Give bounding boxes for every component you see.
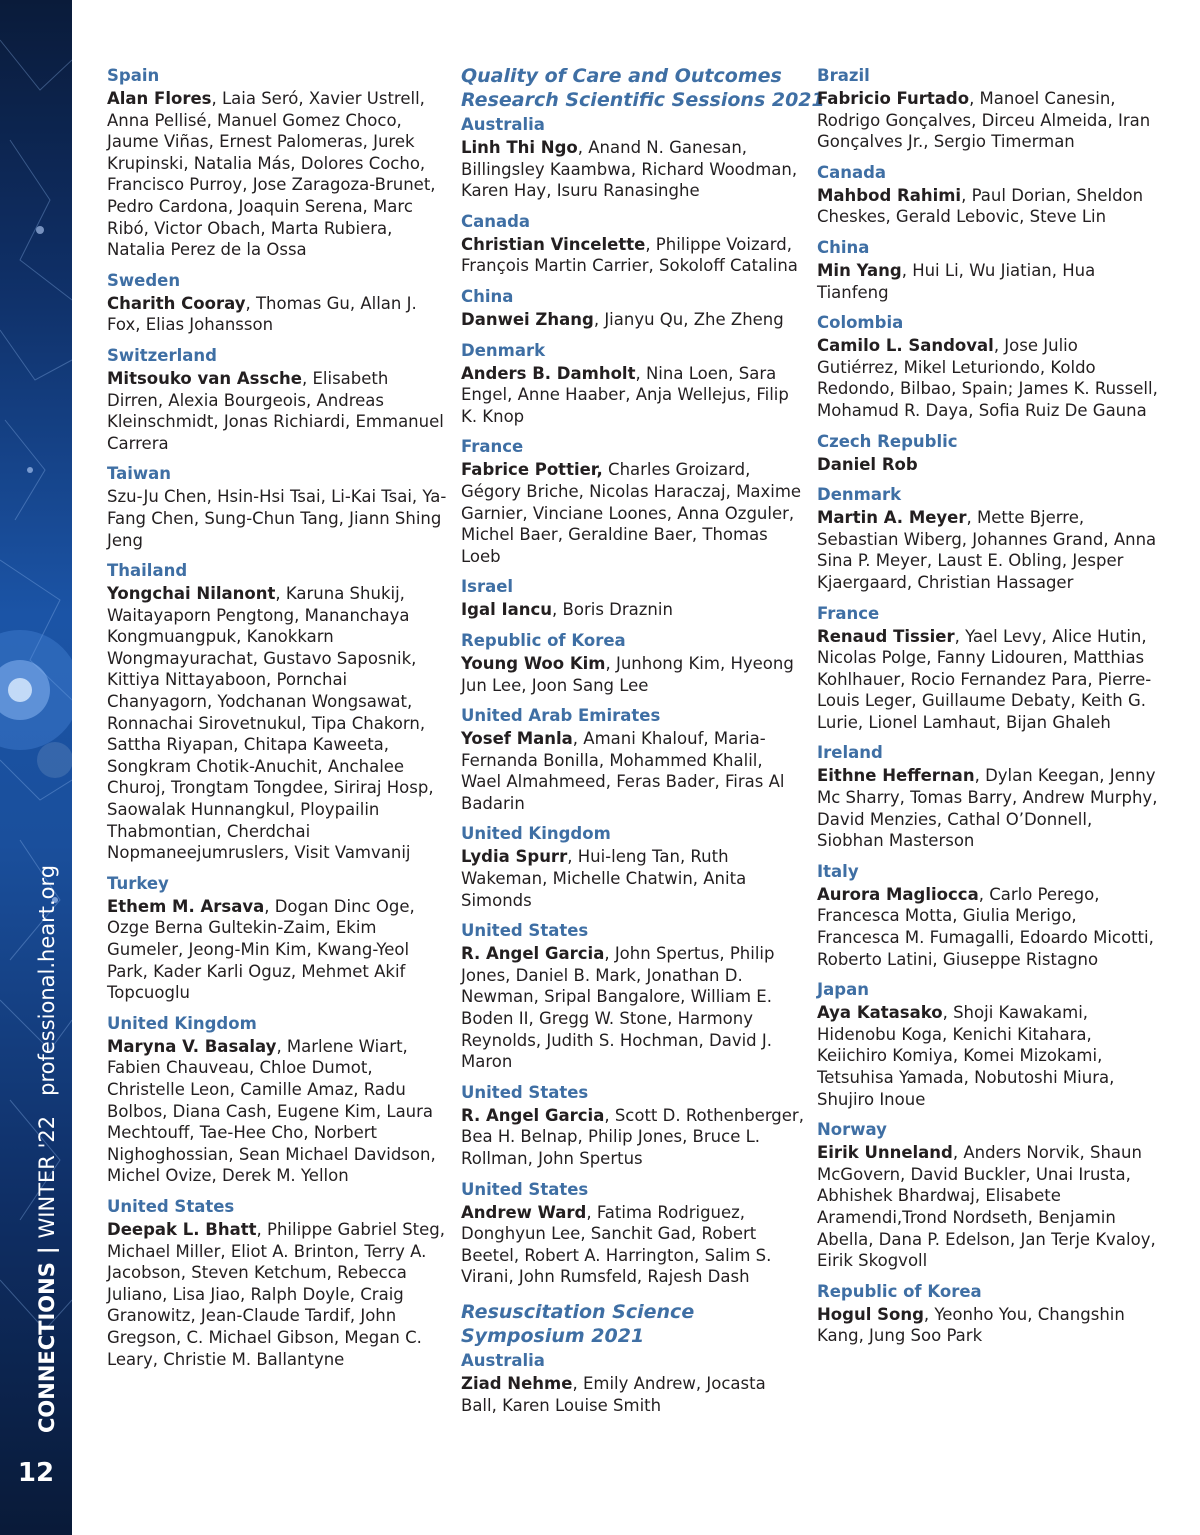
author-list [107, 88, 449, 261]
country-heading: China [461, 286, 514, 306]
country-heading: Republic of Korea [461, 630, 626, 650]
co-authors: , Dylan Keegan, Jenny Mc Sharry, Tomas Barry, Andrew Murphy, David Menzies, Cathal O’Donnell, Siobhan Masterson [817, 766, 1158, 851]
country-entry [461, 629, 806, 696]
country-entry [107, 559, 449, 864]
lead-author: Ziad Nehme [461, 1373, 573, 1393]
co-authors: , Emily Andrew, Jocasta Ball, Karen Louise Smith [461, 1373, 766, 1415]
country-heading: Brazil [817, 66, 870, 85]
lead-author: Lydia Spurr [461, 847, 568, 867]
lead-author: Andrew Ward [461, 1202, 587, 1222]
author-list [461, 846, 806, 911]
footer-separator: | [35, 1246, 59, 1255]
country-heading: Switzerland [107, 345, 217, 365]
lead-author: Yongchai Nilanont [107, 584, 276, 604]
country-heading: Denmark [817, 485, 902, 505]
country-entry [461, 575, 806, 621]
sidebar [0, 0, 72, 1535]
country-entry [461, 339, 806, 428]
lead-author: Aya Katasako [817, 1003, 943, 1023]
co-authors: , Fatima Rodriguez, Donghyun Lee, Sanchit Gad, Robert Beetel, Robert A. Harrington, Salim S. Virani, John Rumsfeld, Rajesh Dash [461, 1202, 772, 1287]
lead-author: R. Angel Garcia [461, 1105, 605, 1125]
country-entry [107, 269, 449, 336]
author-list [461, 943, 806, 1073]
author-list [461, 363, 806, 428]
country-entry [817, 236, 1162, 303]
country-heading: Denmark [461, 340, 546, 360]
co-authors: , Anand N. Ganesan, Billingsley Kaambwa, Richard Woodman, Karen Hay, Isuru Ranasinghe [461, 138, 798, 201]
author-list [817, 626, 1162, 734]
country-heading: China [817, 237, 870, 257]
lead-author: Maryna V. Basalay [107, 1036, 277, 1056]
country-entry [461, 704, 806, 814]
country-heading: United States [461, 1179, 589, 1199]
country-entry [461, 1081, 806, 1170]
country-entry [107, 344, 449, 454]
co-authors: , Dogan Dinc Oge, Ozge Berna Gultekin-Zaim, Ekim Gumeler, Jeong-Min Kim, Kwang-Yeol Park, Kader Karli Oguz, Mehmet Akif Topcuoglu [107, 896, 415, 1003]
author-list [817, 507, 1162, 593]
country-entry [817, 430, 1162, 476]
country-entry [817, 483, 1162, 593]
country-entry [817, 311, 1162, 421]
country-heading: Sweden [107, 270, 181, 290]
author-list [817, 454, 1162, 476]
lead-author: Eithne Heffernan [817, 766, 975, 786]
co-authors: , Karuna Shukij, Waitayaporn Pengtong, Mananchaya Kongmuangpuk, Kanokkarn Wongmayurachat, Gustavo Saposnik, Kittiya Nittayaboon, Pornchai Chanyagorn, Yodchanan Wongsawat, Ronnachai Sirovetnukul, Tipa Chakorn, Sattha Riyapan, Chitapa Kaweeta, Songkram Chotik-Anuchit, Anchalee Churoj, Trongtam Tongdee, Siriraj Hosp, Saowalak Hunnangkul, Ploypailin Thabmontian, Cherdchai Nopmaneejumruslers, Visit Vamvanij [107, 584, 434, 863]
country-entry [461, 113, 806, 202]
co-authors: , Manoel Canesin, Rodrigo Gonçalves, Dirceu Almeida, Iran Gonçalves Jr., Sergio Timerman [817, 89, 1151, 152]
running-footer [34, 865, 60, 1433]
author-list [817, 1002, 1162, 1110]
country-entry [817, 64, 1162, 153]
country-entry [817, 1118, 1162, 1272]
website-link[interactable]: professional.heart.org [35, 864, 59, 1096]
lead-author: Renaud Tissier [817, 626, 955, 646]
country-heading: Israel [461, 577, 514, 597]
lead-author: Danwei Zhang [461, 309, 594, 329]
country-heading: United Arab Emirates [461, 706, 661, 726]
column-1 [107, 64, 449, 1378]
author-list [817, 260, 1162, 303]
country-heading: United States [107, 1196, 235, 1216]
lead-author: Linh Thi Ngo [461, 138, 578, 157]
country-heading: United Kingdom [461, 824, 611, 844]
column-3 [817, 64, 1162, 1355]
author-list [107, 896, 449, 1004]
author-list [461, 1202, 806, 1288]
co-authors: , Paul Dorian, Sheldon Cheskes, Gerald Lebovic, Steve Lin [817, 185, 1144, 227]
lead-author: Camilo L. Sandoval [817, 336, 994, 356]
lead-author: Min Yang [817, 260, 902, 280]
lead-author: Mahbod Rahimi [817, 185, 962, 205]
lead-author: Fabrice Pottier, [461, 460, 603, 480]
author-list [461, 1105, 806, 1170]
country-entry [107, 872, 449, 1004]
country-entry [107, 462, 449, 551]
country-heading: United States [461, 1082, 589, 1102]
author-list [461, 234, 806, 277]
co-authors: Charles Groizard, Gégory Briche, Nicolas Haraczaj, Maxime Garnier, Vinciane Loones, Anna Ozguler, Michel Baer, Geraldine Baer, Thomas Loeb [461, 460, 802, 566]
co-authors: , Yeonho You, Changshin Kang, Jung Soo Park [817, 1304, 1125, 1346]
co-authors: , Anders Norvik, Shaun McGovern, David Buckler, Unai Irusta, Abhishek Bhardwaj, Elisabete Aramendi,Trond Nordseth, Benjamin Abella, Dana P. Edelson, Jan Terje Kvaloy, Eirik Skogvoll [817, 1143, 1156, 1271]
lead-author: Daniel Rob [817, 454, 918, 474]
co-authors: , Nina Loen, Sara Engel, Anne Haaber, Anja Wellejus, Filip K. Knop [461, 363, 789, 426]
lead-author: Fabricio Furtado [817, 89, 970, 108]
country-entry [461, 919, 806, 1073]
country-entry [817, 741, 1162, 851]
author-list [461, 653, 806, 696]
country-heading: France [817, 603, 880, 623]
co-authors: , Carlo Perego, Francesca Motta, Giulia Merigo, Francesca M. Fumagalli, Edoardo Micotti, Roberto Latini, Giuseppe Ristagno [817, 884, 1154, 969]
country-entry [461, 1349, 806, 1416]
co-authors: , Boris Draznin [552, 600, 673, 620]
country-entry [461, 822, 806, 911]
author-list [107, 583, 449, 864]
country-entry [461, 285, 806, 331]
co-authors: , Jianyu Qu, Zhe Zheng [593, 309, 784, 329]
author-list [817, 1304, 1162, 1347]
co-authors: , Shoji Kawakami, Hidenobu Koga, Kenichi Kitahara, Keiichiro Komiya, Komei Mizokami, Tetsuhisa Yamada, Nobutoshi Miura, Shujiro Inoue [817, 1003, 1115, 1109]
co-authors: , Amani Khalouf, Maria-Fernanda Bonilla, Mohammed Khalil, Wael Almahmeed, Feras Bader, Firas Al Badarin [461, 729, 785, 813]
country-entry [461, 1178, 806, 1288]
country-heading: United States [461, 921, 589, 941]
author-list [461, 599, 806, 621]
co-authors: , Yael Levy, Alice Hutin, Nicolas Polge, Fanny Lidouren, Matthias Kohlhauer, Rocio Fernandez Para, Pierre-Louis Leger, Guillaume Debaty, Keith G. Lurie, Lionel Lamhaut, Bijan Ghaleh [817, 626, 1152, 732]
lead-author: R. Angel Garcia [461, 944, 605, 964]
co-authors: , Hui-leng Tan, Ruth Wakeman, Michelle Chatwin, Anita Simonds [461, 847, 747, 910]
country-entry [817, 161, 1162, 228]
author-list [817, 185, 1162, 228]
country-heading: United Kingdom [107, 1013, 257, 1033]
lead-author: Igal Iancu [461, 600, 553, 620]
issue-label: WINTER '22 [35, 1115, 59, 1239]
country-entry [817, 1280, 1162, 1347]
country-heading: Norway [817, 1120, 887, 1140]
lead-author: Yosef Manla [461, 729, 573, 749]
co-authors: , Marlene Wiart, Fabien Chauveau, Chloe Dumot, Christelle Leon, Camille Amaz, Radu Bolbos, Diana Cash, Eugene Kim, Laura Mechtouff, Tae-Hee Cho, Norbert Nighoghossian, Sean Michael Davidson, Michel Ovize, Derek M. Yellon [107, 1036, 436, 1186]
country-heading: Ireland [817, 743, 883, 763]
co-authors: , Scott D. Rothenberger, Bea H. Belnap, Philip Jones, Bruce L. Rollman, John Spertus [461, 1105, 804, 1168]
event-title-resuscitation [461, 1300, 806, 1348]
lead-author: Alan Flores [107, 89, 212, 108]
country-entry [107, 1012, 449, 1187]
author-list [461, 309, 806, 331]
author-list [461, 728, 806, 814]
co-authors: , Hui Li, Wu Jiatian, Hua Tianfeng [817, 260, 1096, 302]
co-authors: Szu-Ju Chen, Hsin-Hsi Tsai, Li-Kai Tsai, Ya-Fang Chen, Sung-Chun Tang, Jiann Shing Jeng [107, 487, 447, 550]
country-entry [107, 1195, 449, 1370]
lead-author: Anders B. Damholt [461, 363, 636, 383]
country-entry [461, 435, 806, 567]
country-heading: Canada [461, 211, 531, 231]
author-list [817, 335, 1162, 421]
author-list [817, 1142, 1162, 1272]
country-heading: Australia [461, 115, 545, 134]
lead-author: Young Woo Kim [461, 653, 606, 673]
event-title-quality-of-care [461, 64, 825, 112]
country-heading: Republic of Korea [817, 1281, 982, 1301]
event-title-line: Research Scientific Sessions 2021 [461, 89, 825, 111]
author-list [107, 486, 449, 551]
co-authors: , Junhong Kim, Hyeong Jun Lee, Joon Sang Lee [461, 653, 794, 695]
co-authors: , Thomas Gu, Allan J. Fox, Elias Johansson [107, 293, 417, 335]
lead-author: Charith Cooray [107, 293, 246, 313]
lead-author: Aurora Magliocca [817, 884, 979, 904]
author-list [461, 137, 806, 202]
country-heading: Taiwan [107, 464, 172, 484]
co-authors: , John Spertus, Philip Jones, Daniel B. Mark, Jonathan D. Newman, Sripal Bangalore, William E. Boden II, Gregg W. Stone, Harmony Reynolds, Judith S. Hochman, David J. Maron [461, 944, 775, 1072]
co-authors: , Elisabeth Dirren, Alexia Bourgeois, Andreas Kleinschmidt, Jonas Richiardi, Emmanuel Carrera [107, 368, 444, 453]
author-list [817, 88, 1162, 153]
country-heading: Italy [817, 861, 859, 881]
co-authors: , Jose Julio Gutiérrez, Mikel Leturiondo, Koldo Redondo, Bilbao, Spain; James K. Russell, Mohamud R. Daya, Sofia Ruiz De Gauna [817, 336, 1158, 420]
event-title-line: Quality of Care and Outcomes [461, 65, 782, 87]
event-title-line: Resuscitation Science [461, 1300, 695, 1323]
co-authors: , Philippe Voizard, François Martin Carrier, Sokoloff Catalina [461, 234, 798, 276]
lead-author: Mitsouko van Assche [107, 368, 302, 388]
country-heading: Colombia [817, 313, 904, 333]
country-entry [461, 210, 806, 277]
lead-author: Martin A. Meyer [817, 508, 967, 528]
country-heading: Canada [817, 162, 887, 182]
co-authors: , Laia Seró, Xavier Ustrell, Anna Pellisé, Manuel Gomez Choco, Jaume Viñas, Ernest Palomeras, Jurek Krupinski, Natalia Más, Dolores Cocho, Francisco Purroy, Jose Zaragoza-Brunet, Pedro Cardona, Joaquin Serena, Marc Ribó, Victor Obach, Marta Rubiera, Natalia Perez de la Ossa [107, 89, 436, 260]
country-heading: Australia [461, 1350, 545, 1370]
author-list [461, 459, 806, 567]
lead-author: Christian Vincelette [461, 234, 646, 254]
column-2 [461, 64, 825, 1424]
country-entry [817, 860, 1162, 970]
country-heading: Thailand [107, 561, 188, 581]
country-entry [817, 978, 1162, 1110]
author-list [461, 1373, 806, 1416]
lead-author: Hogul Song [817, 1304, 924, 1324]
country-heading: Spain [107, 66, 160, 85]
lead-author: Ethem M. Arsava [107, 896, 265, 916]
lead-author: Deepak L. Bhatt [107, 1219, 257, 1239]
author-list [107, 1036, 449, 1187]
country-entry [107, 64, 449, 261]
author-list [817, 884, 1162, 970]
country-heading: Japan [817, 980, 869, 1000]
co-authors: , Mette Bjerre, Sebastian Wiberg, Johannes Grand, Anna Sina P. Meyer, Laust E. Obling, Jesper Kjaergaard, Christian Hassager [817, 508, 1157, 592]
author-list [107, 1219, 449, 1370]
country-entry [817, 602, 1162, 734]
country-heading: Czech Republic [817, 431, 958, 451]
lead-author: Eirik Unneland [817, 1143, 953, 1163]
country-heading: France [461, 437, 524, 457]
publication-name: CONNECTIONS [35, 1262, 59, 1433]
author-list [107, 293, 449, 336]
co-authors: , Philippe Gabriel Steg, Michael Miller, Eliot A. Brinton, Terry A. Jacobson, Steven Ketchum, Rebecca Juliano, Lisa Jiao, Ralph Doyle, Craig Granowitz, Jean-Claude Tardif, John Gregson, C. Michael Gibson, Megan C. Leary, Christie M. Ballantyne [107, 1219, 446, 1369]
author-list [107, 368, 449, 454]
country-heading: Turkey [107, 873, 169, 893]
page-number: 12 [17, 1458, 55, 1488]
author-list [817, 765, 1162, 851]
event-title-line: Symposium 2021 [461, 1324, 645, 1347]
